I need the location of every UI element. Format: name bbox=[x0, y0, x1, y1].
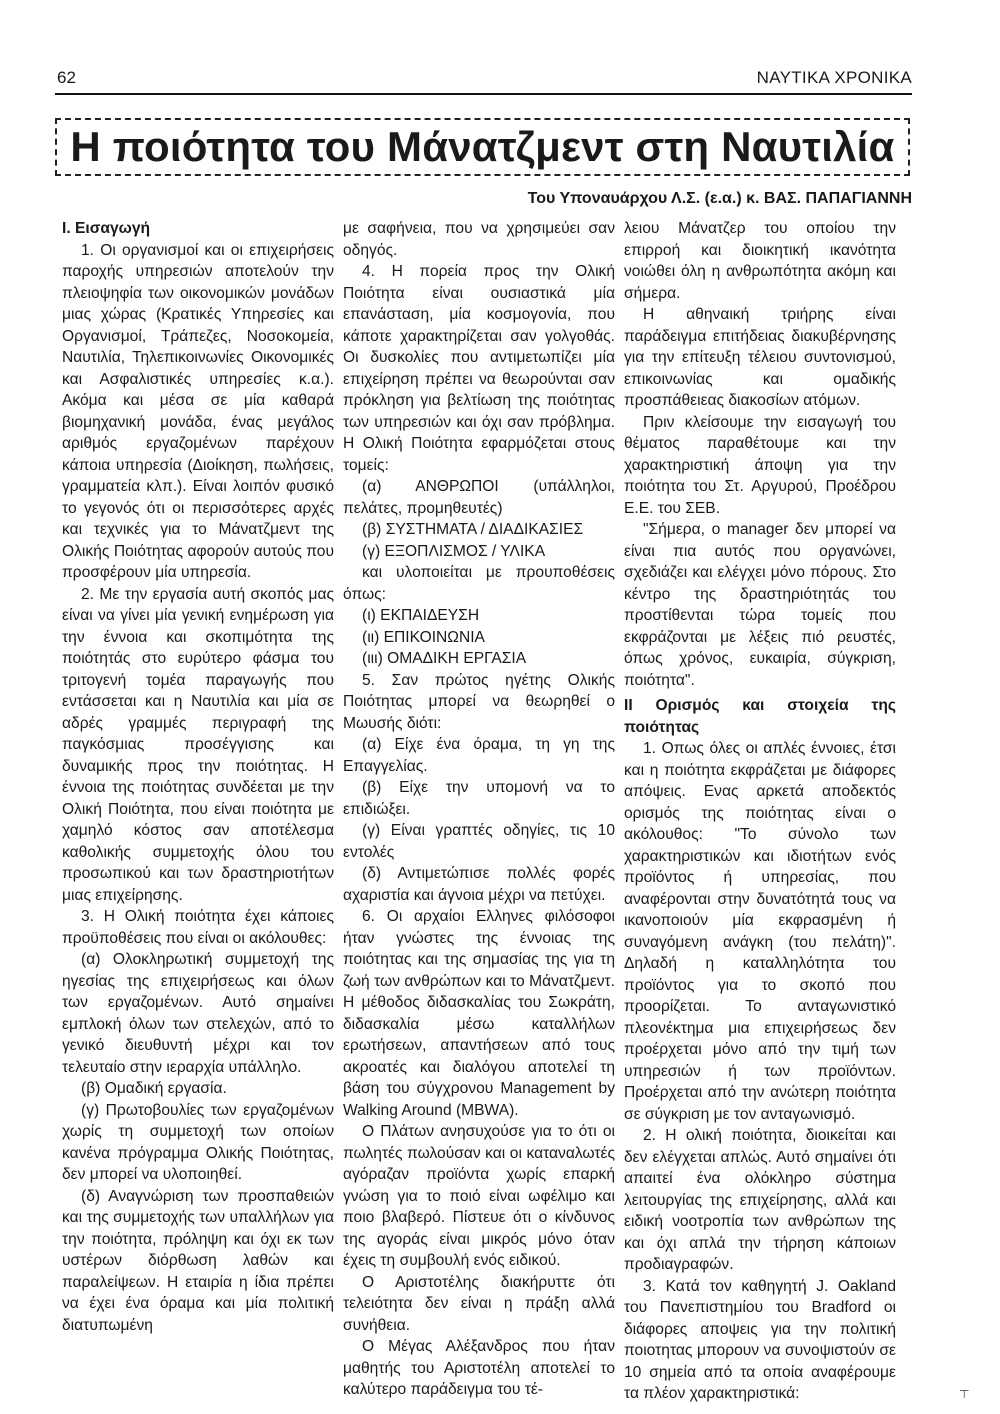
paragraph: 6. Οι αρχαίοι Ελληνες φιλόσοφοι ήταν γνώστες της έννοιας της ποιότητας και της σημασίας της για τη ζωή των ανθρώπων και το Μάνατζμεντ. Η μέθοδος διδασκαλίας του Σωκράτη, διδασκαλία μέσω καταλλήλων ερωτήσεων, απαντήσεων από τους ακροατές και διαλόγου αποτελεί τη βάση του σύγχρονου Management by Walking Around (MBWA). bbox=[343, 908, 615, 1119]
paragraph: 2. Η ολική ποιότητα, διοικείται και δεν ελέγχεται απλώς. Αυτό σημαίνει ότι απαιτεί ένα ολόκληρο σύστημα λειτουργίας της επιχείρησης, αλλά και ειδική νοοτροπία των ανθρώπων της και όχι απλά την τήρηση κάποιων προδιαγραφών. bbox=[624, 1127, 896, 1273]
list-item: (α) ΑΝΘΡΩΠΟΙ (υπάλληλοι, πελάτες, προμηθευτές) bbox=[343, 478, 615, 517]
list-item: (ι) ΕΚΠΑΙΔΕΥΣΗ bbox=[362, 607, 480, 624]
list-item: (α) Είχε ένα όραμα, τη γη της Επαγγελίας. bbox=[343, 736, 615, 775]
list-item: (δ) Αναγνώριση των προσπαθειών και της συμμετοχής των υπαλλήλων για την ποιότητα, πρόληψη και όχι εκ των υστέρων διόρθωση λαθών και παραλείψεων. Η εταιρία η ίδια πρέπει να έχει ένα όραμα και μία πολιτική διατυπωμένη bbox=[62, 1187, 334, 1334]
paragraph: 1. Οι οργανισμοί και οι επιχειρήσεις παροχής υπηρεσιών αποτελούν την πλειοψηφία των οικονομικών μονάδων μιας χώρας (Κρατικές Υπηρεσίες και Οργανισμοί, Τράπεζες, Νοσοκομεία, Ναυτιλία, Τηλεπικοινωνίες Οικονομικές και Ασφαλιστικές υπηρεσίες κ.α.). Ακόμα και μέσα σε μία καθαρά βιομηχανική μονάδα, ένας μεγάλος αριθμός εργαζομένων παρέχουν κάποια υπηρεσία (Διοίκηση, πωλήσεις, γραμματεία κλπ.). Είναι λοιπόν φυσικό το γεγονός ότι οι περισσότερες αρχές και τεχνικές για το Μάνατζμεντ της Ολικής Ποιότητας αφορούν αυτούς που προσφέρουν μία υπηρεσία. bbox=[62, 241, 334, 581]
paragraph: Ο Πλάτων ανησυχούσε για το ότι οι πωλητές πωλούσαν και οι καταναλωτές αγόραζαν προϊόντα χωρίς επαρκή γνώση για το ποιό είναι ωφέλιμο και ποιο βλαβερό. Πίστευε ότι ο κίνδυνος της αγοράς είναι μικρός μόνο όταν έχεις τη συμβουλή ενός ειδικού. bbox=[343, 1123, 615, 1269]
crop-mark: ┬ bbox=[960, 1383, 969, 1397]
paragraph: 3. Η Ολική ποιότητα έχει κάποιες προϋποθέσεις που είναι οι ακόλουθες: bbox=[62, 908, 334, 947]
list-item: (δ) Αντιμετώπισε πολλές φορές αχαριστία και άγνοια μέχρι να πετύχει. bbox=[343, 865, 615, 904]
list-item: (β) ΣΥΣΤΗΜΑΤΑ / ΔΙΑΔΙΚΑΣΙΕΣ bbox=[362, 521, 584, 538]
list-item: (γ) ΕΞΟΠΛΙΣΜΟΣ / ΥΛΙΚΑ bbox=[362, 542, 546, 560]
paragraph: με σαφήνεια, που να χρησιμεύει σαν οδηγός. bbox=[343, 220, 615, 259]
paragraph: Η αθηναική τριήρης είναι παράδειγμα επιτήδειας διακυβέρνησης για την επίτευξη τέλειου συντονισμού, επικοινωνίας και ομαδικής προσπάθειεας διακοσίων ατόμων. bbox=[624, 306, 896, 409]
paragraph: 4. Η πορεία προς την Ολική Ποιότητα είναι ουσιαστικά μία επανάσταση, μία κοσμογονία, που κάποτε χαρακτηρίζεται σαν γολγοθάς. Οι δυσκολίες που αντιμετωπίζει μία επιχείρηση πρέπει να θεωρούνται σαν πρόκληση για βελτίωση της ποιότητας των υπηρεσιών και όχι σαν πρόβλημα. Η Ολική Ποιότητα εφαρμόζεται στους τομείς: bbox=[343, 263, 615, 474]
column-2 bbox=[343, 218, 615, 1401]
list-item: (ιιι) ΟΜΑΔΙΚΗ ΕΡΓΑΣΙΑ bbox=[362, 650, 527, 667]
article-title: Η ποιότητα του Μάνατζμεντ στη Ναυτιλία bbox=[70, 123, 895, 170]
list-item: (ιι) ΕΠΙΚΟΙΝΩΝΙΑ bbox=[362, 628, 485, 646]
page-number: 62 bbox=[57, 68, 76, 87]
list-item: (α) Ολοκληρωτική συμμετοχή της ηγεσίας της επιχειρήσεως και όλων των εργαζομένων. Αυτό σημαίνει εμπλοκή όλων των στελεχών, από το γενικό διευθυντή μέχρι και τον τελευταίο στην ιεραρχία υπάλληλο. bbox=[62, 951, 334, 1076]
column-3 bbox=[624, 218, 896, 1405]
paragraph: λειου Μάνατζερ του οποίου την επιρροή και διοικητική ικανότητα νοιώθει όλη η ανθρωπότητα ακόμη και σήμερα. bbox=[624, 220, 896, 302]
list-item: (β) Είχε την υπομονή να το επιδιώξει. bbox=[343, 779, 615, 818]
paragraph: "Σήμερα, ο manager δεν μπορεί να είναι πια αυτός που οργανώνει, σχεδιάζει και ελέγχει μόνο πόρους. Στο κέντρο της δραστηριότητάς του προστίθενται τώρα τομείς που εκφράζονται με λέξεις πιό ρευστές, όπως χρόνος, ευκαιρία, σύγκριση, ποιότητα". bbox=[624, 521, 896, 689]
byline: Του Υποναυάρχου Λ.Σ. (ε.α.) κ. ΒΑΣ. ΠΑΠΑΓΙΑΝΝΗ bbox=[527, 190, 912, 207]
section-heading-definition: ΙΙ Ορισμός και στοιχεία της ποιότητας bbox=[624, 697, 896, 736]
paragraph: Ο Αριστοτέλης διακήρυττε ότι τελειότητα δεν είναι η πράξη αλλά συνήθεια. bbox=[343, 1273, 615, 1334]
title-box bbox=[55, 118, 910, 176]
header-rule bbox=[55, 93, 912, 95]
paragraph: 1. Οπως όλες οι απλές έννοιες, έτσι και η ποιότητα εκφράζεται με διάφορες απόψεις. Ενας αρκετά αποδεκτός ορισμός της ποιότητας είναι ο ακόλουθος: "Το σύνολο των χαρακτηριστικών και ιδιοτήτων ενός προϊόντος ή υπηρεσίας, που αναφέρονται στην δυνατότητά τους να ικανοποιούν μία εκφρασμένη ή συναγόμενη ανάγκη (του πελάτη)". Δηλαδή η καταλληλότητα του προϊόντος για το σκοπό που προορίζεται. Το ανταγωνιστικό πλεονέκτημα μια επιχειρήσεως δεν προέρχεται μόνο από την τιμή των υπηρεσιών ή των προϊόντων. Προέρχεται από την ανώτερη ποιότητα σε σύγκριση με τον ανταγωνισμό. bbox=[624, 740, 896, 1123]
paragraph: και υλοποιείται με προυποθέσεις όπως: bbox=[343, 564, 615, 603]
paragraph: Πριν κλείσουμε την εισαγωγή του θέματος παραθέτουμε και την χαρακτηριστική άποψη για την ποιότητα του Στ. Αργυρού, Προέδρου Ε.Ε. του ΣΕΒ. bbox=[624, 413, 896, 517]
paragraph: 5. Σαν πρώτος ηγέτης Ολικής Ποιότητας μπορεί να θεωρηθεί ο Μωυσής διότι: bbox=[343, 671, 615, 732]
list-item: (β) Ομαδική εργασία. bbox=[81, 1080, 227, 1097]
paragraph: 3. Κατά τον καθηγητή J. Oakland του Πανεπιστημίου του Bradford οι διάφορες αποψεις για την πολιτική ποιοτητας μπορουν να συνοψιστούν σε 10 σημεία από τα οποία αναφέρουμε τα πλέον χαρακτηριστικά: bbox=[624, 1277, 896, 1402]
list-item: (γ) Είναι γραπτές οδηγίες, τις 10 εντολές bbox=[343, 822, 615, 861]
column-1 bbox=[62, 218, 334, 1336]
paragraph: 2. Με την εργασία αυτή σκοπός μας είναι να γίνει μία γενική ενημέρωση για την έννοια και σκοπιμότητα της ποιότητάς στο ευρύτερο φάσμα του τριτογενή τομέα παραγωγής που εντάσσεται και η Ναυτιλία και μία σε αδρές γραμμές περιγραφή της παγκόσμιας προσέγγισης και δυναμικής προς την ποιότητας. Η έννοια της ποιότητας συνδέεται με την Ολική Ποιότητα, που είναι ποιότητα με χαμηλό κόστος σαν αποτέλεσμα καθολικής συμμετοχής όλου του προσωπικού και των δραστηριοτήτων μιας επιχείρησης. bbox=[62, 585, 334, 904]
running-head: ΝΑΥΤΙΚΑ ΧΡΟΝΙΚΑ bbox=[756, 68, 912, 87]
list-item: (γ) Πρωτοβουλίες των εργαζομένων χωρίς τη συμμετοχή των οποίων κανένα πρόγραμμα Ολικής Ποιότητας, δεν μπορεί να υλοποιηθεί. bbox=[62, 1101, 334, 1183]
paragraph: Ο Μέγας Αλέξανδρος που ήταν μαθητής του Αριστοτέλη αποτελεί το καλύτερο παράδειγμα του τέ- bbox=[343, 1338, 615, 1398]
section-heading-intro: Ι. Εισαγωγή bbox=[62, 220, 151, 237]
